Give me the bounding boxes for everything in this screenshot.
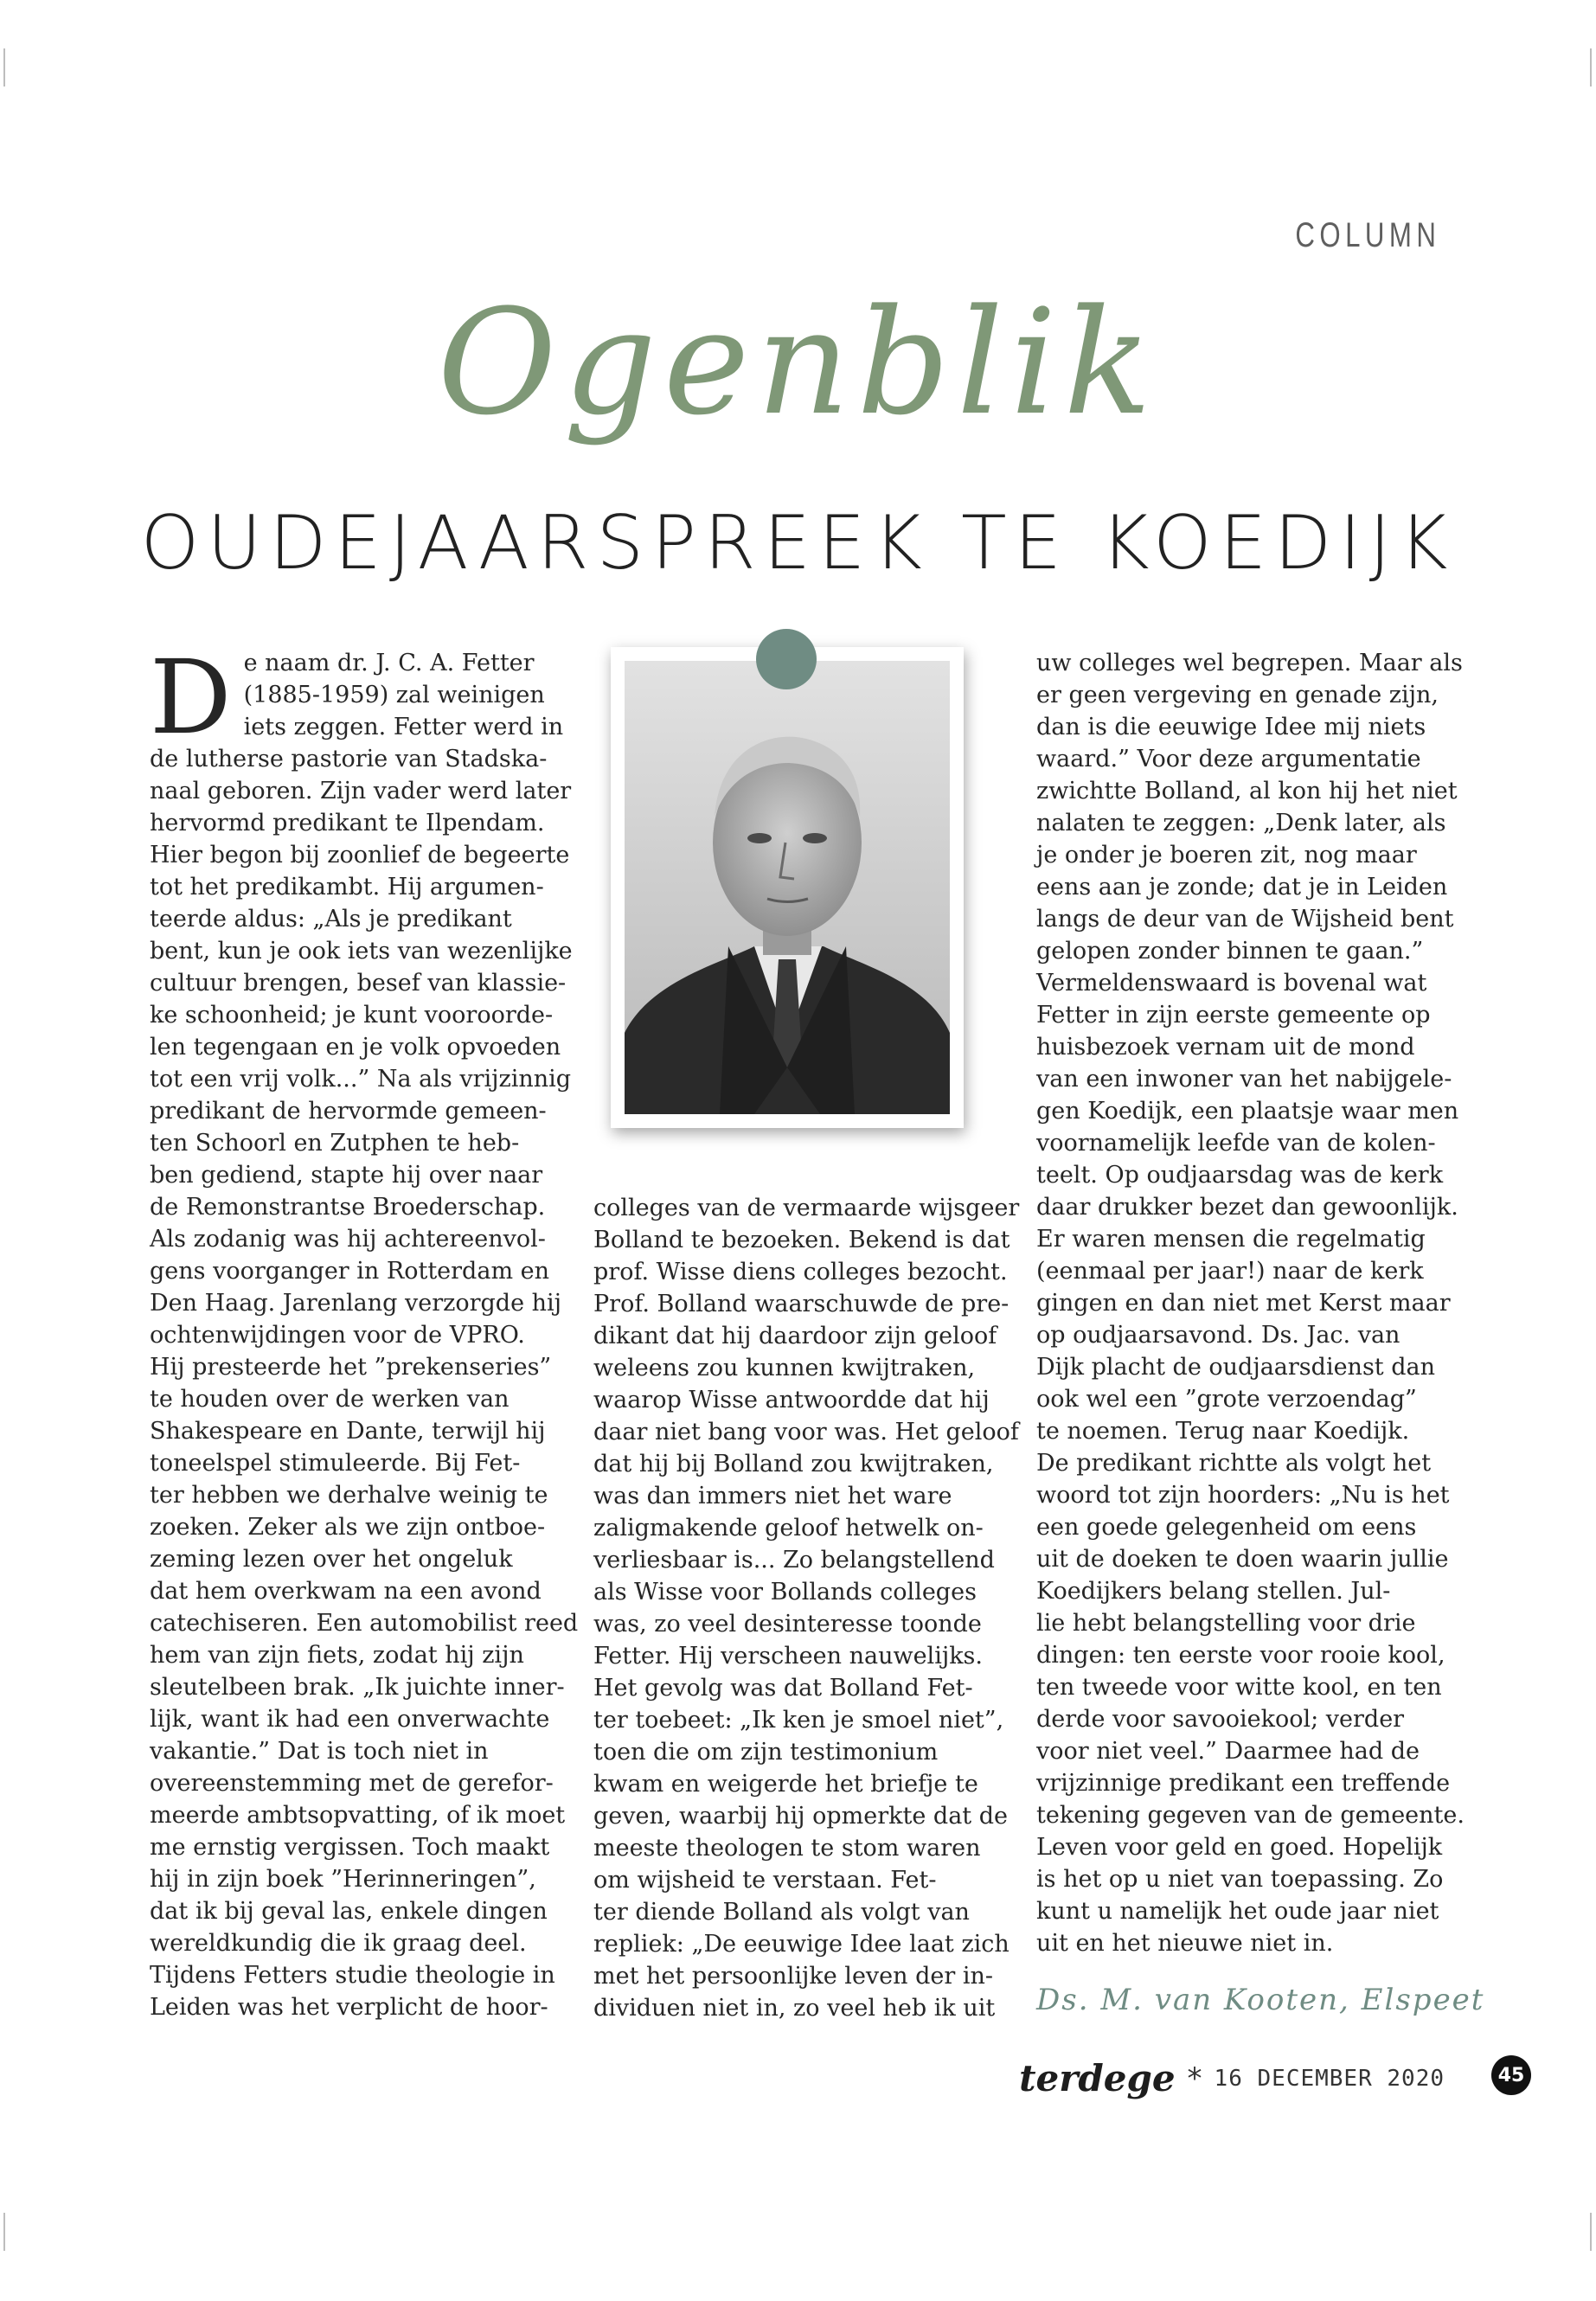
text-line: de lutherse pastorie van Stadska- (150, 746, 548, 772)
text-line: nalaten te zeggen: „Denk later, als (1036, 810, 1446, 836)
text-line: was dan immers niet het ware (593, 1483, 952, 1509)
text-line: uw colleges wel begrepen. Maar als (1036, 650, 1463, 676)
text-line: dan is die eeuwige Idee mij niets (1036, 714, 1426, 740)
text-line: wereldkundig die ik graag deel. (150, 1930, 527, 1957)
text-line: iets zeggen. Fetter werd in (243, 714, 564, 740)
text-line: lijk, want ik had een onverwachte (150, 1706, 550, 1733)
text-line: predikant de hervormde gemeen- (150, 1098, 547, 1125)
text-line: zoeken. Zeker als we zijn ontboe- (150, 1514, 546, 1541)
author-signature: Ds. M. van Kooten, Elspeet (1036, 1983, 1485, 2017)
text-line: daar niet bang voor was. Het geloof (593, 1419, 1019, 1445)
text-line: len tegengaan en je volk opvoeden (150, 1034, 561, 1061)
section-label: COLUMN (1295, 216, 1440, 254)
text-line: op oudjaarsavond. Ds. Jac. van (1036, 1322, 1401, 1349)
text-line: was, zo veel desinteresse toonde (593, 1611, 982, 1638)
text-line: overeenstemming met de gerefor- (150, 1770, 554, 1797)
text-line: lie hebt belangstelling voor drie (1036, 1610, 1416, 1637)
pin-dot (756, 629, 817, 689)
text-line: hervormd predikant te Ilpendam. (150, 810, 545, 836)
column-title: Ogenblik (437, 278, 1159, 447)
text-line: kunt u namelijk het oude jaar niet (1036, 1898, 1439, 1925)
text-line: kwam en weigerde het briefje te (593, 1771, 978, 1798)
text-line: waarop Wisse antwoordde dat hij (593, 1387, 990, 1413)
text-line: ben gediend, stapte hij over naar (150, 1162, 543, 1189)
text-line: weleens zou kunnen kwijtraken, (593, 1355, 976, 1381)
text-line: tot een vrij volk...” Na als vrijzinnig (150, 1066, 572, 1093)
text-line: ook wel een ”grote verzoendag” (1036, 1386, 1417, 1413)
text-line: dat hij bij Bolland zou kwijtraken, (593, 1451, 994, 1477)
crop-mark-bottom-left (3, 2213, 5, 2251)
text-line: Prof. Bolland waarschuwde de pre- (593, 1291, 1010, 1317)
text-line: Tijdens Fetters studie theologie in (150, 1962, 555, 1989)
issue-date: 16 DECEMBER 2020 (1214, 2065, 1445, 2092)
text-line: ter hebben we derhalve weinig te (150, 1482, 548, 1509)
text-line: Koedijkers belang stellen. Jul- (1036, 1578, 1391, 1605)
text-line: gen Koedijk, een plaatsje waar men (1036, 1098, 1459, 1125)
text-line: als Wisse voor Bollands colleges (593, 1579, 977, 1606)
text-line: teelt. Op oudjaarsdag was de kerk (1036, 1162, 1444, 1189)
text-line: verliesbaar is... Zo belangstellend (593, 1547, 995, 1574)
text-line: woord tot zijn hoorders: „Nu is het (1036, 1482, 1450, 1509)
text-line: tot het predikambt. Hij argumen- (150, 874, 544, 901)
text-line: geven, waarbij hij opmerkte dat de (593, 1803, 1008, 1830)
text-line: catechiseren. Een automobilist reed (150, 1610, 579, 1637)
crop-mark-top-left (3, 48, 5, 87)
text-line: dingen: ten eerste voor rooie kool, (1036, 1642, 1445, 1669)
text-line: een goede gelegenheid om eens (1036, 1514, 1417, 1541)
text-line: huisbezoek vernam uit de mond (1036, 1034, 1415, 1061)
text-line: van een inwoner van het nabijgele- (1036, 1066, 1452, 1093)
text-line: cultuur brengen, besef van klassie- (150, 970, 567, 997)
text-line: Leiden was het verplicht de hoor- (150, 1994, 548, 2021)
text-line: langs de deur van de Wijsheid bent (1036, 906, 1454, 933)
text-line: je onder je boeren zit, nog maar (1036, 842, 1417, 868)
drop-cap: D (150, 638, 232, 757)
text-line: Den Haag. Jarenlang verzorgde hij (150, 1290, 562, 1317)
text-line: repliek: „De eeuwige Idee laat zich (593, 1931, 1010, 1958)
text-line: ke schoonheid; je kunt vooroorde- (150, 1002, 554, 1029)
text-line: gingen en dan niet met Kerst maar (1036, 1290, 1451, 1317)
text-line: ten Schoorl en Zutphen te heb- (150, 1130, 520, 1157)
text-line: Het gevolg was dat Bolland Fet- (593, 1675, 973, 1702)
page-number: 45 (1491, 2055, 1531, 2095)
text-line: gens voorganger in Rotterdam en (150, 1258, 549, 1285)
text-line: e naam dr. J. C. A. Fetter (243, 650, 535, 676)
text-line: hij in zijn boek ”Herinneringen”, (150, 1866, 536, 1893)
text-line: bent, kun je ook iets van wezenlijke (150, 938, 573, 965)
text-line: dat hem overkwam na een avond (150, 1578, 542, 1605)
text-line: Er waren mensen die regelmatig (1036, 1226, 1426, 1253)
text-line: meeste theologen te stom waren (593, 1835, 981, 1862)
text-line: zwichtte Bolland, al kon hij het niet (1036, 778, 1458, 804)
text-line: colleges van de vermaarde wijsgeer (593, 1195, 1020, 1221)
text-line: De predikant richtte als volgt het (1036, 1450, 1432, 1477)
text-line: met het persoonlijke leven der in- (593, 1963, 994, 1990)
text-line: vrijzinnige predikant een treffende (1036, 1770, 1451, 1797)
page-footer (1019, 2057, 1445, 2099)
text-line: toen die om zijn testimonium (593, 1739, 939, 1766)
text-line: derde voor savooiekool; verder (1036, 1706, 1405, 1733)
text-line: Hij presteerde het ”prekenseries” (150, 1354, 552, 1381)
text-line: dikant dat hij daardoor zijn geloof (593, 1323, 997, 1349)
text-line: tekening gegeven van de gemeente. (1036, 1802, 1465, 1829)
text-line: Fetter. Hij verscheen nauwelijks. (593, 1643, 983, 1670)
text-line: toneelspel stimuleerde. Bij Fet- (150, 1450, 521, 1477)
text-line: daar drukker bezet dan gewoonlijk. (1036, 1194, 1458, 1221)
text-line: teerde aldus: „Als je predikant (150, 906, 512, 933)
article-column-1 (150, 638, 579, 2023)
text-line: voornamelijk leefde van de kolen- (1036, 1130, 1436, 1157)
magazine-brand: terdege (1019, 2057, 1176, 2099)
text-line: ochtenwijdingen voor de VPRO. (150, 1322, 525, 1349)
text-line: te houden over de werken van (150, 1386, 510, 1413)
text-line: (eenmaal per jaar!) naar de kerk (1036, 1258, 1424, 1285)
text-line: Dijk placht de oudjaarsdienst dan (1036, 1354, 1436, 1381)
text-line: Shakespeare en Dante, terwijl hij (150, 1418, 546, 1445)
text-line: prof. Wisse diens colleges bezocht. (593, 1259, 1008, 1285)
text-line: Als zodanig was hij achtereenvol- (150, 1226, 546, 1253)
text-line: te noemen. Terug naar Koedijk. (1036, 1418, 1410, 1445)
article-column-2 (593, 1192, 1020, 2024)
text-line: zaligmakende geloof hetwelk on- (593, 1515, 984, 1541)
text-line: uit en het nieuwe niet in. (1036, 1930, 1334, 1957)
separator-star: * (1187, 2061, 1202, 2096)
text-line: ter toebeet: „Ik ken je smoel niet”, (593, 1707, 1004, 1734)
crop-mark-bottom-right (1590, 2213, 1592, 2251)
text-line: (1885-1959) zal weinigen (243, 682, 545, 708)
portrait-photo (611, 647, 964, 1128)
text-line: waard.” Voor deze argumentatie (1036, 746, 1421, 772)
text-line: Bolland te bezoeken. Bekend is dat (593, 1227, 1010, 1253)
text-line: sleutelbeen brak. „Ik juichte inner- (150, 1674, 565, 1701)
crop-mark-top-right (1590, 48, 1592, 87)
text-line: me ernstig vergissen. Toch maakt (150, 1834, 550, 1861)
article-column-3 (1036, 647, 1465, 1959)
text-line: Leven voor geld en goed. Hopelijk (1036, 1834, 1443, 1861)
text-line: ter diende Bolland als volgt van (593, 1899, 970, 1926)
portrait-image (625, 661, 950, 1114)
text-line: eens aan je zonde; dat je in Leiden (1036, 874, 1448, 901)
text-line: Vermeldenswaard is bovenal wat (1036, 970, 1427, 997)
text-line: ten tweede voor witte kool, en ten (1036, 1674, 1442, 1701)
text-line: zeming lezen over het ongeluk (150, 1546, 513, 1573)
text-line: naal geboren. Zijn vader werd later (150, 778, 572, 804)
text-line: dat ik bij geval las, enkele dingen (150, 1898, 548, 1925)
text-line: gelopen zonder binnen te gaan.” (1036, 938, 1424, 965)
text-line: dividuen niet in, zo veel heb ik uit (593, 1995, 996, 2022)
text-line: vakantie.” Dat is toch niet in (150, 1738, 489, 1765)
text-line: meerde ambtsopvatting, of ik moet (150, 1802, 566, 1829)
text-line: Hier begon bij zoonlief de begeerte (150, 842, 570, 868)
text-line: de Remonstrantse Broederschap. (150, 1194, 546, 1221)
text-line: Fetter in zijn eerste gemeente op (1036, 1002, 1431, 1029)
text-line: er geen vergeving en genade zijn, (1036, 682, 1439, 708)
text-line: voor niet veel.” Daarmee had de (1036, 1738, 1420, 1765)
text-line: hem van zijn fiets, zodat hij zijn (150, 1642, 524, 1669)
article-subtitle: OUDEJAARSPREEK TE KOEDIJK (140, 500, 1456, 586)
text-line: uit de doeken te doen waarin jullie (1036, 1546, 1449, 1573)
text-line: om wijsheid te verstaan. Fet- (593, 1867, 937, 1894)
text-line: is het op u niet van toepassing. Zo (1036, 1866, 1444, 1893)
